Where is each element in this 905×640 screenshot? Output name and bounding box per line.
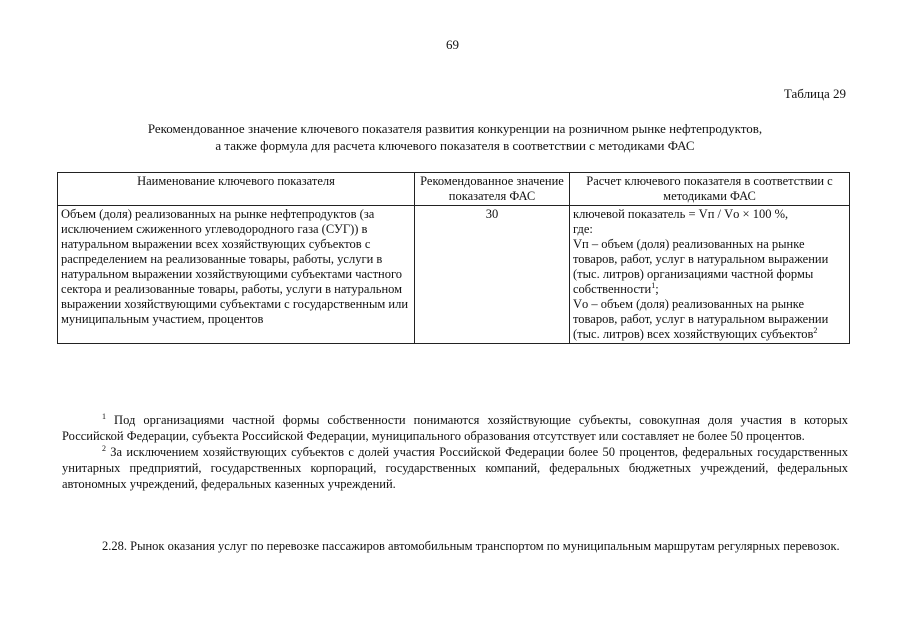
cell-recommended-value: 30 bbox=[415, 206, 570, 344]
calc-vp-definition bbox=[573, 237, 846, 297]
footnote-1 bbox=[62, 412, 848, 444]
caption-line-1: Рекомендованное значение ключевого показателя развития конкуренции на розничном рынке нефтепродуктов, bbox=[147, 121, 763, 136]
cell-indicator-name: Объем (доля) реализованных на рынке нефтепродуктов (за исключением сжиженного углеводородного газа (СУГ)) в натуральном выражении всех хозяйствующих субъектов с распределением на реализованные товары, работы, услуги в натуральном выражении хозяйствующими субъектами частного сектора и реализованные товары, работы, услуги в натуральном выражении хозяйствующими субъектами с государственным или муниципальным участием, процентов bbox=[58, 206, 415, 344]
table-label: Таблица 29 bbox=[783, 86, 846, 101]
header-indicator-name: Наименование ключевого показателя bbox=[58, 173, 415, 206]
header-calculation: Расчет ключевого показателя в соответствии с методиками ФАС bbox=[570, 173, 850, 206]
caption-line-2: а также формула для расчета ключевого показателя в соответствии с методиками ФАС bbox=[215, 138, 695, 153]
calc-where: где: bbox=[573, 222, 593, 236]
calc-vp-text: Vп – объем (доля) реализованных на рынке товаров, работ, услуг в натуральном выражении (тыс. литров) организациями частной формы собственности bbox=[573, 237, 829, 296]
table-row bbox=[58, 206, 850, 344]
page-number: 69 bbox=[446, 37, 459, 52]
footnote-ref-1[interactable]: 1 bbox=[651, 280, 656, 290]
table-caption bbox=[60, 120, 850, 154]
header-recommended-value: Рекомендованное значение показателя ФАС bbox=[415, 173, 570, 206]
footnote-text-1: Под организациями частной формы собственности понимаются хозяйствующие субъекты, совокупная доля участия в которых Российской Федерации, субъекта Российской Федерации, муниципального образования отсутствует или составляет не более 50 процентов. bbox=[62, 413, 848, 443]
footnote-text-2: За исключением хозяйствующих субъектов с долей участия Российской Федерации более 50 процентов, федеральных государственных унитарных предприятий, государственных корпораций, государственных компаний, федеральных бюджетных учреждений, федеральных автономных учреждений, федеральных казенных учреждений. bbox=[62, 445, 848, 491]
footnote-2 bbox=[62, 444, 848, 492]
footnote-ref-2[interactable]: 2 bbox=[813, 325, 818, 335]
indicator-table bbox=[57, 172, 850, 344]
calc-formula: ключевой показатель = Vп / Vо × 100 %, bbox=[573, 207, 789, 221]
calc-vp-end: ; bbox=[655, 282, 659, 296]
footnotes bbox=[62, 412, 848, 492]
calc-vo-text: Vо – объем (доля) реализованных на рынке товаров, работ, услуг в натуральном выражении (тыс. литров) всех хозяйствующих субъектов bbox=[573, 297, 829, 341]
cell-calculation bbox=[570, 206, 850, 344]
footnote-mark-1: 1 bbox=[102, 411, 106, 421]
section-heading: 2.28. Рынок оказания услуг по перевозке пассажиров автомобильным транспортом по муниципальным маршрутам регулярных перевозок. bbox=[102, 539, 840, 553]
calc-vo-definition bbox=[573, 297, 846, 342]
footnote-mark-2: 2 bbox=[102, 443, 106, 453]
table-header-row bbox=[58, 173, 850, 206]
